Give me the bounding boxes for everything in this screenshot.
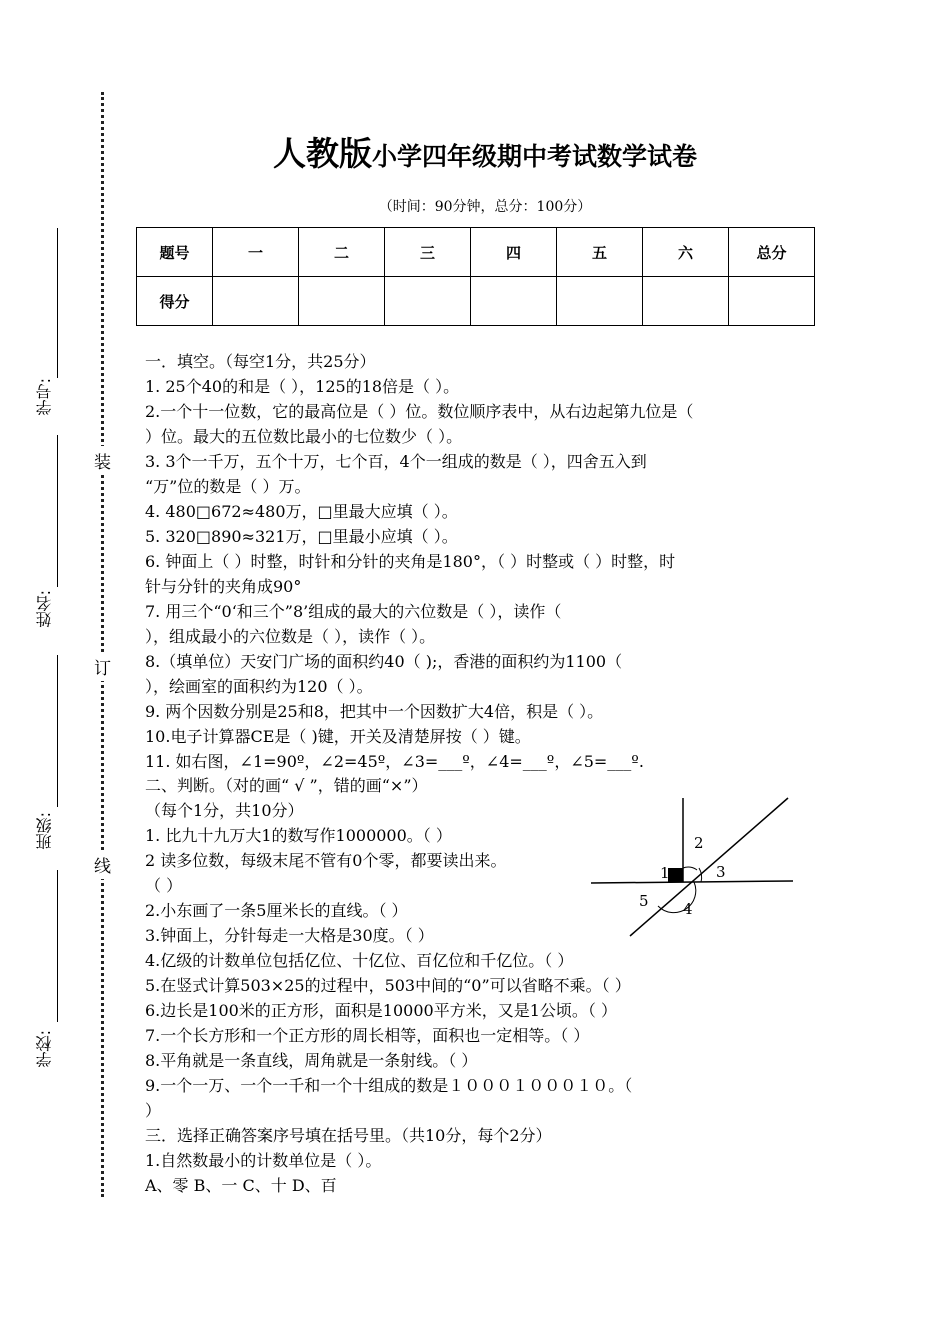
student-id-label: 学号: — [35, 378, 54, 416]
angle-2-arc — [683, 867, 697, 870]
score-header-cell: 一 — [213, 228, 299, 277]
question-line: 7.一个长方形和一个正方形的周长相等，面积也一定相等。（ ） — [145, 1026, 590, 1045]
question-line: 6. 钟面上（ ）时整，时针和分针的夹角是180°，（ ）时整或（ ）时整，时 — [145, 552, 676, 571]
page-title — [0, 128, 950, 175]
question-line: 2 读多位数，每级末尾不管有0个零，都要读出来。 — [145, 851, 507, 870]
score-header-cell: 三 — [385, 228, 471, 277]
score-table-header-row — [137, 228, 815, 277]
school-label: 学校: — [35, 1030, 54, 1068]
choice-options: A、零 B、一 C、十 D、百 — [145, 1176, 337, 1195]
question-line: 8.（填单位）天安门广场的面积约40（ );，香港的面积约为1100（ — [145, 652, 623, 671]
angle-label-4: 4 — [683, 900, 693, 918]
question-line: 1. 比九十九万大1的数写作1000000。（ ） — [145, 826, 452, 845]
question-line: 2.小东画了一条5厘米长的直线。（ ） — [145, 901, 408, 920]
question-line: （ ） — [145, 876, 183, 895]
question-line: ） — [145, 1101, 162, 1120]
right-angle-marker — [668, 868, 683, 882]
binding-dashed-line — [101, 92, 104, 1197]
score-header-cell: 二 — [299, 228, 385, 277]
question-line: ）位。最大的五位数比最小的七位数少（ ）。 — [145, 427, 463, 446]
title-publisher: 人教版 — [272, 134, 372, 173]
score-table-score-row — [137, 277, 815, 326]
question-line: 4.亿级的计数单位包括亿位、十亿位、百亿位和千亿位。（ ） — [145, 951, 574, 970]
question-line: 10.电子计算器CE是（ )键，开关及清楚屏按（ ）键。 — [145, 727, 531, 746]
question-line: “万”位的数是（ ）万。 — [145, 477, 311, 496]
name-label: 姓名: — [35, 590, 54, 628]
school-line — [57, 870, 58, 1022]
score-cell[interactable] — [643, 277, 729, 326]
question-line: 1.自然数最小的计数单位是（ ）。 — [145, 1151, 382, 1170]
question-line: ），组成最小的六位数是（ ），读作（ ）。 — [145, 627, 436, 646]
binding-char-ding: 订 — [94, 652, 111, 681]
angle-label-1: 1 — [660, 864, 670, 882]
student-id-line — [57, 228, 58, 378]
angle-figure — [588, 796, 798, 946]
question-line: 4. 480□672≈480万，□里最大应填（ ）。 — [145, 502, 458, 521]
section-3-heading: 三．选择正确答案序号填在括号里。（共10分，每个2分） — [145, 1126, 552, 1145]
question-line: 3. 3个一千万，五个十万，七个百，4个一组成的数是（ ），四舍五入到 — [145, 452, 647, 471]
question-line: ），绘画室的面积约为120（ ）。 — [145, 677, 373, 696]
question-line: 5. 320□890≈321万，□里最小应填（ ）。 — [145, 527, 458, 546]
title-main: 小学四年级期中考试数学试卷 — [371, 142, 697, 171]
question-line: 6.边长是100米的正方形，面积是10000平方米，又是1公顷。（ ） — [145, 1001, 617, 1020]
score-header-cell: 总分 — [729, 228, 815, 277]
question-line: 9.一个一万、一个一千和一个十组成的数是１０００１０００１０。（ — [145, 1076, 633, 1095]
score-header-cell: 五 — [557, 228, 643, 277]
question-line: 2.一个十一位数，它的最高位是（ ）位。数位顺序表中，从右边起第九位是（ — [145, 402, 694, 421]
class-line — [57, 655, 58, 807]
score-cell[interactable] — [557, 277, 643, 326]
angle-label-2: 2 — [694, 834, 704, 852]
question-line: 9. 两个因数分别是25和8，把其中一个因数扩大4倍，积是（ ）。 — [145, 702, 604, 721]
angle-label-3: 3 — [716, 863, 726, 881]
score-row-label: 得分 — [137, 277, 213, 326]
score-cell[interactable] — [385, 277, 471, 326]
score-header-cell: 四 — [471, 228, 557, 277]
question-line: 5.在竖式计算503×25的过程中，503中间的“0”可以省略不乘。（ ） — [145, 976, 631, 995]
class-label: 班级: — [35, 812, 54, 850]
binding-char-zhuang: 装 — [94, 446, 111, 475]
question-line: 1. 25个40的和是（ ），125的18倍是（ ）。 — [145, 377, 460, 396]
angle-label-5: 5 — [639, 892, 649, 910]
question-line: 11. 如右图，∠1=90º，∠2=45º，∠3=___º，∠4=___º，∠5=___º. — [145, 752, 644, 771]
section-2-note: （每个1分，共10分） — [145, 801, 304, 820]
score-cell[interactable] — [729, 277, 815, 326]
question-line: 3.钟面上，分针每走一大格是30度。（ ） — [145, 926, 434, 945]
question-line: 针与分针的夹角成90° — [145, 577, 302, 596]
score-table — [136, 227, 815, 326]
question-line: 7. 用三个“0‘和三个”8’组成的最大的六位数是（ ），读作（ — [145, 602, 562, 621]
score-header-cell: 六 — [643, 228, 729, 277]
score-cell[interactable] — [299, 277, 385, 326]
score-cell[interactable] — [471, 277, 557, 326]
section-1-heading: 一．填空。（每空1分，共25分） — [145, 352, 376, 371]
score-cell[interactable] — [213, 277, 299, 326]
name-line — [57, 435, 58, 587]
score-header-cell: 题号 — [137, 228, 213, 277]
diagonal-line — [630, 798, 788, 936]
question-line: 8.平角就是一条直线，周角就是一条射线。（ ） — [145, 1051, 478, 1070]
section-2-heading: 二、判断。（对的画“ √ ”，错的画“×”） — [145, 776, 428, 795]
exam-info: （时间：90分钟，总分：100分） — [378, 199, 592, 215]
binding-char-xian: 线 — [94, 850, 111, 879]
